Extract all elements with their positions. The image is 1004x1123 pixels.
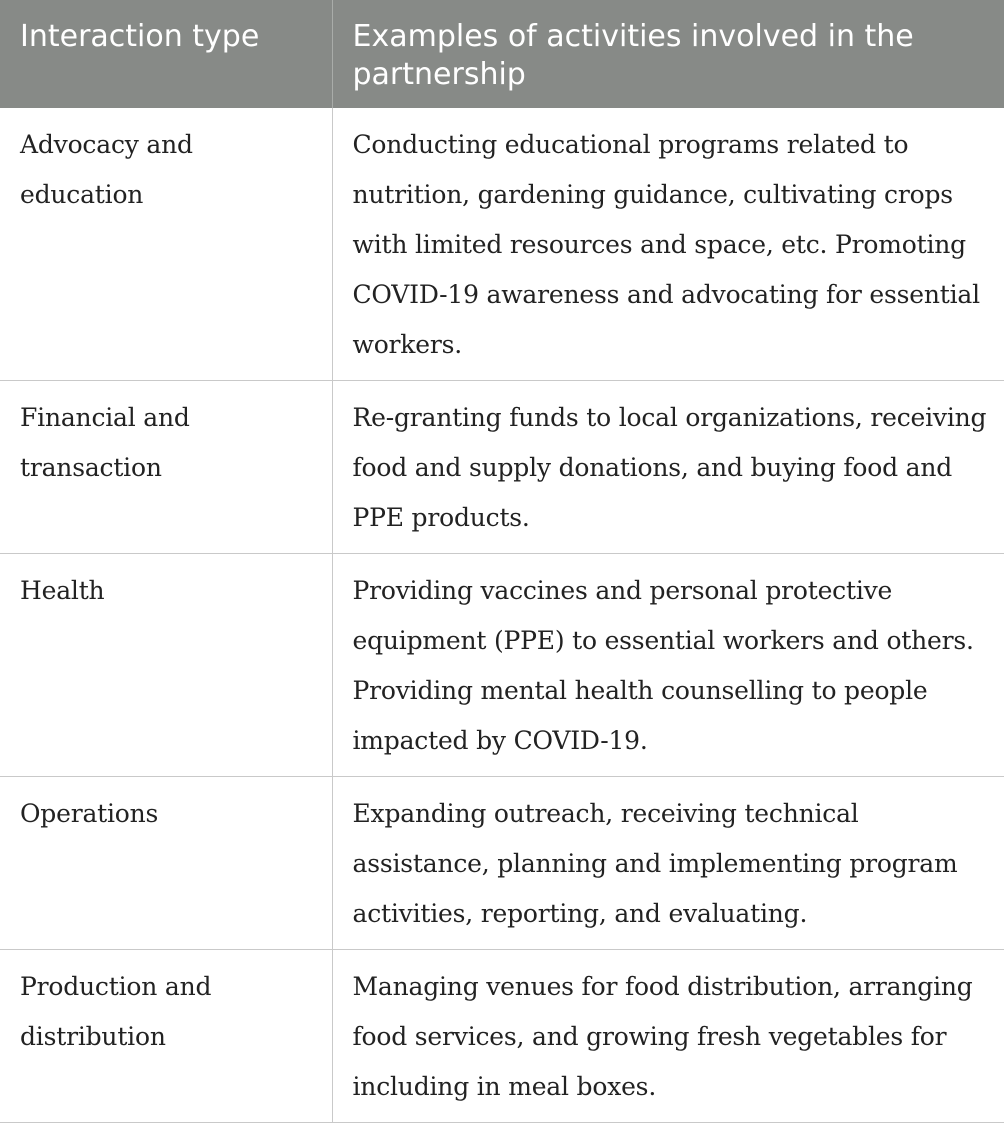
interaction-type-cell: Financial and transaction: [0, 381, 332, 554]
header-examples: Examples of activities involved in the partnership: [332, 0, 1004, 108]
table-row: [0, 950, 1004, 1123]
table-row: [0, 777, 1004, 950]
examples-cell: Re-granting funds to local organizations, receiving food and supply donations, and buying food and PPE products.: [332, 381, 1004, 554]
examples-cell: Expanding outreach, receiving technical assistance, planning and implementing program activities, reporting, and evaluating.: [332, 777, 1004, 950]
table-row: [0, 381, 1004, 554]
examples-cell: Providing vaccines and personal protective equipment (PPE) to essential workers and others. Providing mental health counselling to people impacted by COVID-19.: [332, 554, 1004, 777]
table-header: [0, 0, 1004, 108]
table-body: [0, 108, 1004, 1123]
examples-cell: Conducting educational programs related to nutrition, gardening guidance, cultivating crops with limited resources and space, etc. Promoting COVID-19 awareness and advocating for essential workers.: [332, 108, 1004, 381]
interaction-type-cell: Operations: [0, 777, 332, 950]
interaction-type-cell: Health: [0, 554, 332, 777]
header-row: [0, 0, 1004, 108]
table-row: [0, 554, 1004, 777]
examples-cell: Managing venues for food distribution, arranging food services, and growing fresh vegetables for including in meal boxes.: [332, 950, 1004, 1123]
header-interaction-type: Interaction type: [0, 0, 332, 108]
table-row: [0, 108, 1004, 381]
interaction-type-cell: Advocacy and education: [0, 108, 332, 381]
interaction-type-cell: Production and distribution: [0, 950, 332, 1123]
